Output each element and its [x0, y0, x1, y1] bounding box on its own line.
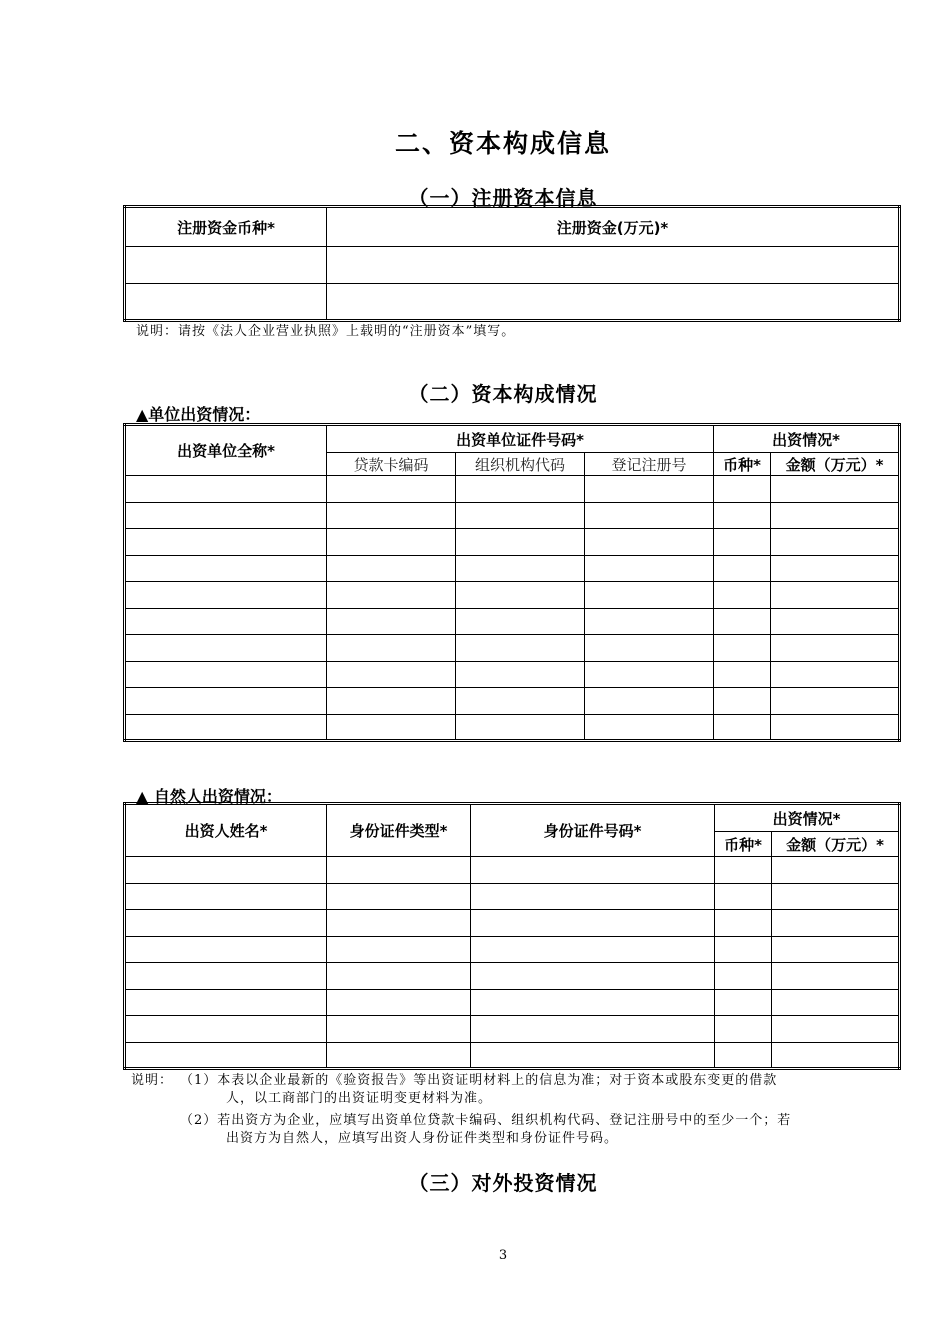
currency-cell[interactable] [715, 883, 772, 910]
amount-cell[interactable] [771, 608, 900, 635]
currency-cell[interactable] [715, 989, 772, 1016]
id-number-cell[interactable] [471, 936, 715, 963]
org-code-cell[interactable] [456, 555, 585, 582]
org-code-cell[interactable] [456, 688, 585, 715]
id-number-cell[interactable] [471, 1016, 715, 1043]
loan-card-cell[interactable] [327, 661, 456, 688]
person-name-cell[interactable] [125, 989, 327, 1016]
person-investment-table [123, 802, 901, 1070]
table-row [125, 608, 900, 635]
unit-name-cell[interactable] [125, 661, 327, 688]
currency-cell[interactable] [715, 910, 772, 937]
note-1-line-2: 人，以工商部门的出资证明变更材料为准。 [226, 1091, 493, 1106]
loan-card-cell[interactable] [327, 688, 456, 715]
currency-cell[interactable] [714, 714, 771, 741]
currency-cell[interactable] [714, 582, 771, 609]
table-row [125, 502, 900, 529]
id-type-cell[interactable] [327, 936, 471, 963]
person-name-cell[interactable] [125, 910, 327, 937]
currency-cell[interactable] [714, 661, 771, 688]
id-number-cell[interactable] [471, 1042, 715, 1069]
amount-cell[interactable] [771, 714, 900, 741]
header-unit-invest: 出资情况* [714, 425, 900, 453]
id-number-cell[interactable] [471, 883, 715, 910]
org-code-cell[interactable] [456, 502, 585, 529]
currency-cell[interactable] [715, 963, 772, 990]
header-person-amount: 金额（万元）* [772, 832, 900, 857]
amount-cell[interactable] [772, 1016, 900, 1043]
table-row [125, 989, 900, 1016]
header-currency: 注册资金币种* [125, 207, 327, 247]
header-person-currency: 币种* [715, 832, 772, 857]
unit-name-cell[interactable] [125, 714, 327, 741]
loan-card-cell[interactable] [327, 502, 456, 529]
id-type-cell[interactable] [327, 1042, 471, 1069]
amount-cell[interactable] [771, 688, 900, 715]
table-row [125, 1042, 900, 1069]
header-id-type: 身份证件类型* [327, 804, 471, 857]
header-person-invest: 出资情况* [715, 804, 900, 832]
table-row [125, 1016, 900, 1043]
header-id-number: 身份证件号码* [471, 804, 715, 857]
unit-rows [125, 476, 900, 741]
header-loan-card: 贷款卡编码 [327, 453, 456, 476]
currency-cell[interactable] [125, 284, 327, 321]
page-number: 3 [498, 1248, 508, 1263]
table-row [125, 661, 900, 688]
reg-no-cell[interactable] [585, 635, 714, 662]
table-row [125, 936, 900, 963]
header-org-code: 组织机构代码 [456, 453, 585, 476]
table-row [125, 635, 900, 662]
id-type-cell[interactable] [327, 963, 471, 990]
unit-name-cell[interactable] [125, 476, 327, 503]
org-code-cell[interactable] [456, 714, 585, 741]
reg-no-cell[interactable] [585, 555, 714, 582]
amount-cell[interactable] [771, 555, 900, 582]
id-number-cell[interactable] [471, 989, 715, 1016]
currency-cell[interactable] [714, 688, 771, 715]
id-type-cell[interactable] [327, 989, 471, 1016]
person-name-cell[interactable] [125, 936, 327, 963]
person-rows [125, 857, 900, 1069]
header-unit-name: 出资单位全称* [125, 425, 327, 476]
loan-card-cell[interactable] [327, 476, 456, 503]
header-person-name: 出资人姓名* [125, 804, 327, 857]
loan-card-cell[interactable] [327, 714, 456, 741]
org-code-cell[interactable] [456, 608, 585, 635]
unit-name-cell[interactable] [125, 608, 327, 635]
amount-cell[interactable] [771, 529, 900, 556]
currency-cell[interactable] [715, 1016, 772, 1043]
loan-card-cell[interactable] [327, 635, 456, 662]
reg-no-cell[interactable] [585, 476, 714, 503]
table-row [125, 247, 900, 284]
loan-card-cell[interactable] [327, 582, 456, 609]
org-code-cell[interactable] [456, 635, 585, 662]
reg-no-cell[interactable] [585, 529, 714, 556]
table-row [125, 284, 900, 321]
currency-cell[interactable] [714, 476, 771, 503]
amount-cell[interactable] [772, 936, 900, 963]
unit-name-cell[interactable] [125, 688, 327, 715]
note-1-line-1: （1）本表以企业最新的《验资报告》等出资证明材料上的信息为准；对于资本或股东变更的借款 [180, 1073, 778, 1088]
table-row [125, 883, 900, 910]
person-name-cell[interactable] [125, 883, 327, 910]
id-type-cell[interactable] [327, 1016, 471, 1043]
table-row [125, 963, 900, 990]
notes-prefix: 说明： [131, 1073, 174, 1088]
amount-cell[interactable] [771, 582, 900, 609]
table-row [125, 555, 900, 582]
amount-cell[interactable] [772, 910, 900, 937]
note-2-line-2: 出资方为自然人，应填写出资人身份证件类型和身份证件号码。 [226, 1131, 619, 1146]
currency-cell[interactable] [715, 857, 772, 884]
table-row [125, 688, 900, 715]
amount-cell[interactable] [772, 883, 900, 910]
amount-cell[interactable] [772, 1042, 900, 1069]
unit-name-cell[interactable] [125, 502, 327, 529]
person-investment-label: ▲ 自然人出资情况： [136, 787, 282, 806]
unit-name-cell[interactable] [125, 529, 327, 556]
amount-cell[interactable] [771, 635, 900, 662]
org-code-cell[interactable] [456, 476, 585, 503]
header-capital: 注册资金(万元)* [327, 207, 900, 247]
currency-cell[interactable] [714, 502, 771, 529]
org-code-cell[interactable] [456, 661, 585, 688]
currency-cell[interactable] [125, 247, 327, 284]
header-unit-currency: 币种* [714, 453, 771, 476]
section1-title: （一）注册资本信息 [408, 186, 598, 210]
amount-cell[interactable] [771, 502, 900, 529]
table-row [125, 582, 900, 609]
person-name-cell[interactable] [125, 1042, 327, 1069]
reg-no-cell[interactable] [585, 608, 714, 635]
id-type-cell[interactable] [327, 883, 471, 910]
note-2-line-1: （2）若出资方为企业，应填写出资单位贷款卡编码、组织机构代码、登记注册号中的至少一个；若 [180, 1113, 792, 1128]
currency-cell[interactable] [714, 608, 771, 635]
page-title: 二、资本构成信息 [394, 129, 611, 158]
table-row [125, 857, 900, 884]
amount-cell[interactable] [771, 476, 900, 503]
reg-no-cell[interactable] [585, 714, 714, 741]
currency-cell[interactable] [714, 635, 771, 662]
id-number-cell[interactable] [471, 963, 715, 990]
table-row [125, 714, 900, 741]
header-unit-cert: 出资单位证件号码* [327, 425, 714, 453]
org-code-cell[interactable] [456, 582, 585, 609]
currency-cell[interactable] [715, 936, 772, 963]
currency-cell[interactable] [714, 555, 771, 582]
id-number-cell[interactable] [471, 910, 715, 937]
amount-cell[interactable] [772, 963, 900, 990]
header-unit-amount: 金额（万元）* [771, 453, 900, 476]
loan-card-cell[interactable] [327, 529, 456, 556]
table-row [125, 910, 900, 937]
unit-investment-label: ▲单位出资情况： [136, 405, 261, 424]
person-name-cell[interactable] [125, 857, 327, 884]
section2-title: （二）资本构成情况 [408, 382, 598, 406]
section1-note: 说明：请按《法人企业营业执照》上载明的“注册资本”填写。 [136, 324, 516, 339]
section3-title: （三）对外投资情况 [408, 1171, 598, 1195]
unit-name-cell[interactable] [125, 555, 327, 582]
table-row [125, 529, 900, 556]
amount-cell[interactable] [771, 661, 900, 688]
reg-no-cell[interactable] [585, 582, 714, 609]
amount-cell[interactable] [772, 989, 900, 1016]
capital-cell[interactable] [327, 284, 900, 321]
currency-cell[interactable] [715, 1042, 772, 1069]
reg-no-cell[interactable] [585, 688, 714, 715]
loan-card-cell[interactable] [327, 608, 456, 635]
registered-capital-table [123, 205, 901, 322]
table-row [125, 476, 900, 503]
reg-no-cell[interactable] [585, 661, 714, 688]
unit-name-cell[interactable] [125, 635, 327, 662]
currency-cell[interactable] [714, 529, 771, 556]
person-name-cell[interactable] [125, 963, 327, 990]
id-type-cell[interactable] [327, 910, 471, 937]
amount-cell[interactable] [772, 857, 900, 884]
person-name-cell[interactable] [125, 1016, 327, 1043]
id-number-cell[interactable] [471, 857, 715, 884]
reg-no-cell[interactable] [585, 502, 714, 529]
id-type-cell[interactable] [327, 857, 471, 884]
loan-card-cell[interactable] [327, 555, 456, 582]
header-reg-no: 登记注册号 [585, 453, 714, 476]
unit-investment-table [123, 423, 901, 742]
unit-name-cell[interactable] [125, 582, 327, 609]
org-code-cell[interactable] [456, 529, 585, 556]
capital-cell[interactable] [327, 247, 900, 284]
